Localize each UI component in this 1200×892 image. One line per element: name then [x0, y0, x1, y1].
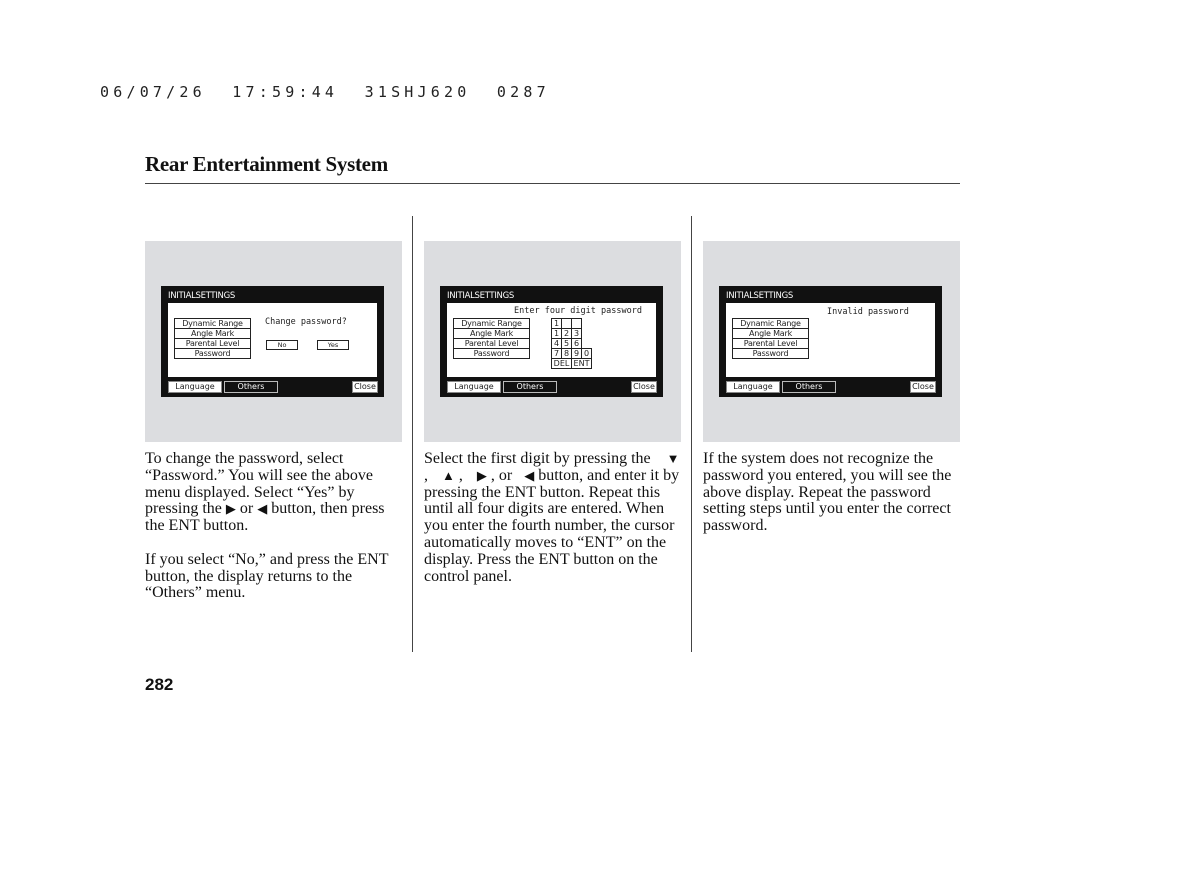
menu-item-parental-level: Parental Level — [732, 338, 809, 349]
menu-item-parental-level: Parental Level — [453, 338, 530, 349]
keypad-key: 0 — [582, 349, 592, 359]
screen-illustration-1 — [145, 241, 402, 442]
tab-others: Others — [782, 381, 836, 393]
keypad-key: 1 — [552, 329, 562, 339]
right-arrow-icon: ▶ — [476, 467, 487, 483]
page-number: 282 — [145, 675, 174, 694]
keypad-entry — [572, 319, 582, 329]
screen-title: INITIALSETTINGS — [447, 291, 514, 301]
text-run: button, then press the ENT button. — [145, 500, 385, 535]
tab-language: Language — [447, 381, 501, 393]
menu-item-dynamic-range: Dynamic Range — [174, 318, 251, 329]
keypad-key: 5 — [562, 339, 572, 349]
screen-illustration-3 — [703, 241, 960, 442]
tab-others: Others — [503, 381, 557, 393]
no-button: No — [266, 340, 298, 350]
close-button: Close — [910, 381, 936, 393]
column-2-text — [424, 451, 682, 602]
close-button: Close — [352, 381, 378, 393]
keypad-entry: 1 — [552, 319, 562, 329]
close-button: Close — [631, 381, 657, 393]
keypad-entry — [562, 319, 572, 329]
paragraph: Select the first digit by pressing the ▼ , ▲ , ▶ , or ◀ button, and enter it by pressing the ENT button. Repeat this until all four digits are entered. When you enter the fourth number, the cursor automatically moves to “ENT” on the display. Press the ENT button on the control panel. — [424, 450, 680, 585]
left-arrow-icon: ◀ — [524, 467, 535, 483]
display-screen — [440, 286, 663, 397]
tab-language: Language — [726, 381, 780, 393]
screen-title: INITIALSETTINGS — [726, 291, 793, 301]
yes-button: Yes — [317, 340, 349, 350]
up-arrow-icon: ▲ — [442, 467, 455, 483]
settings-menu — [174, 318, 251, 359]
keypad-key: 4 — [552, 339, 562, 349]
menu-item-parental-level: Parental Level — [174, 338, 251, 349]
display-screen — [719, 286, 942, 397]
title-rule — [145, 183, 960, 184]
column-1-text — [145, 451, 390, 619]
right-arrow-icon: ▶ — [225, 501, 236, 517]
column-3-text — [703, 451, 960, 552]
text-run: or — [239, 500, 254, 518]
menu-item-dynamic-range: Dynamic Range — [453, 318, 530, 329]
keypad-key: 8 — [562, 349, 572, 359]
settings-menu — [453, 318, 530, 359]
tab-others: Others — [224, 381, 278, 393]
tab-language: Language — [168, 381, 222, 393]
menu-item-password: Password — [453, 348, 530, 359]
settings-menu — [732, 318, 809, 359]
page-title: Rear Entertainment System — [145, 152, 388, 176]
keypad-del-key: DEL — [552, 359, 572, 369]
digit-keypad — [551, 318, 592, 369]
screen-content — [168, 303, 377, 377]
enter-password-prompt: Enter four digit password — [514, 306, 642, 316]
change-password-prompt: Change password? — [265, 317, 347, 327]
screen-content — [726, 303, 935, 377]
invalid-password-message: Invalid password — [827, 307, 909, 317]
menu-item-angle-mark: Angle Mark — [453, 328, 530, 339]
down-arrow-icon: ▼ — [666, 451, 680, 466]
menu-item-password: Password — [174, 348, 251, 359]
left-arrow-icon: ◀ — [257, 501, 268, 517]
menu-item-password: Password — [732, 348, 809, 359]
column-divider — [691, 216, 692, 652]
menu-item-dynamic-range: Dynamic Range — [732, 318, 809, 329]
paragraph: If you select “No,” and press the ENT button, the display returns to the “Others” menu. — [145, 550, 389, 602]
screen-illustration-2 — [424, 241, 681, 442]
screen-content — [447, 303, 656, 377]
keypad-key: 3 — [572, 329, 582, 339]
menu-item-angle-mark: Angle Mark — [174, 328, 251, 339]
paragraph — [145, 451, 390, 535]
keypad-key: 2 — [562, 329, 572, 339]
screen-title: INITIALSETTINGS — [168, 291, 235, 301]
paragraph: If the system does not recognize the password you entered, you will see the above display. Repeat the password setting steps until you enter the correct password. — [703, 450, 952, 535]
display-screen — [161, 286, 384, 397]
text-run: button, and enter it by pressing the ENT button. Repeat this until all four digits are entered. When you enter the fourth number, the cursor automatically moves to “ENT” on the display. Press the ENT button on the control panel. — [424, 466, 680, 585]
keypad-key: 9 — [572, 349, 582, 359]
menu-item-angle-mark: Angle Mark — [732, 328, 809, 339]
column-divider — [412, 216, 413, 652]
keypad-ent-key: ENT — [572, 359, 592, 369]
print-stamp: 06/07/26 17:59:44 31SHJ620 0287 — [100, 83, 550, 101]
keypad-key: 6 — [572, 339, 582, 349]
text-run: To change the password, select “Password.” You will see the above menu displayed. Select “Yes” by pressing the — [145, 450, 373, 518]
text-run: Select the first digit by pressing the — [424, 450, 651, 467]
keypad-key: 7 — [552, 349, 562, 359]
